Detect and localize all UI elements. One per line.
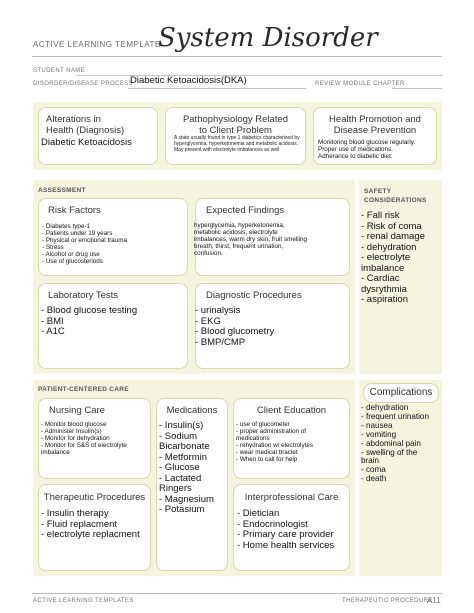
list-item: - vomiting bbox=[361, 429, 397, 439]
list-item: - Fall risk bbox=[361, 210, 400, 221]
list-item: Bicarbonate bbox=[159, 441, 210, 452]
header-divider bbox=[32, 56, 442, 57]
list-item: - Monitor for dehydration bbox=[41, 435, 110, 442]
list-item: brain bbox=[361, 456, 379, 466]
pathophysiology-title-line: to Client Problem bbox=[199, 125, 272, 136]
health-promotion-line: Monitoring blood glucose regularly. bbox=[318, 139, 416, 146]
list-item: - Insulin therapy bbox=[41, 508, 109, 519]
medications-title: Medications bbox=[166, 405, 218, 416]
list-item: - Endocrinologist bbox=[237, 518, 308, 530]
list-item: imbalance bbox=[41, 449, 70, 456]
list-item: - Primary care provider bbox=[237, 529, 334, 540]
list-item: - Cardiac bbox=[361, 273, 400, 284]
list-item: - proper administration of bbox=[236, 428, 306, 435]
pathophysiology-title bbox=[166, 114, 305, 136]
list-item: medications bbox=[236, 435, 270, 442]
safety-label bbox=[364, 187, 427, 205]
diagnostic-procedures-list bbox=[195, 306, 274, 348]
interprofessional-care-card bbox=[233, 484, 350, 571]
risk-factors-list bbox=[42, 223, 127, 265]
expected-findings-line: metabolic acidosis, electrolyte bbox=[194, 229, 278, 236]
nursing-care-card bbox=[38, 398, 151, 479]
list-item: - electrolyte bbox=[361, 252, 411, 263]
health-promotion-title-line: Health Promotion and bbox=[329, 114, 421, 125]
complications-title: Complications bbox=[369, 387, 433, 398]
safety-label-line: CONSIDERATIONS bbox=[364, 197, 427, 204]
list-item: - renal damage bbox=[361, 231, 425, 242]
list-item: - A1C bbox=[41, 326, 65, 337]
expected-findings-line: confusion. bbox=[194, 250, 223, 257]
medications-card bbox=[156, 398, 228, 571]
list-item: - Risk of coma bbox=[361, 220, 422, 232]
alterations-title-line: Alterations in bbox=[46, 114, 101, 125]
health-promotion-title-line: Disease Prevention bbox=[333, 125, 417, 136]
laboratory-tests-title: Laboratory Tests bbox=[48, 290, 119, 301]
list-item: - Blood glucose testing bbox=[41, 305, 138, 316]
list-item: - Magnesium bbox=[159, 493, 214, 505]
list-item: - Stress bbox=[42, 244, 64, 251]
list-item: - Insulin(s) bbox=[159, 420, 204, 431]
review-chapter-field[interactable] bbox=[392, 88, 442, 89]
list-item: dysrythmia bbox=[361, 283, 407, 295]
list-item: - death bbox=[361, 474, 387, 484]
client-education-list bbox=[236, 421, 313, 463]
patient-care-label: PATIENT-CENTERED CARE bbox=[38, 386, 129, 393]
list-item: - swelling of the bbox=[361, 447, 418, 457]
nursing-care-title: Nursing Care bbox=[49, 405, 105, 416]
list-item: - coma bbox=[361, 465, 386, 475]
disorder-field-line bbox=[128, 88, 306, 89]
list-item: - wear medical braclet bbox=[236, 449, 298, 456]
complications-header bbox=[363, 383, 439, 403]
client-education-title: Client Education bbox=[256, 405, 327, 416]
list-item: - nausea bbox=[361, 420, 393, 430]
disorder-value[interactable]: Diabetic Ketoacidosis(DKA) bbox=[130, 75, 247, 86]
diagnostic-procedures-title: Diagnostic Procedures bbox=[206, 290, 302, 301]
list-item: - Diabetes type-1 bbox=[42, 223, 90, 230]
list-item: - Metformin bbox=[159, 451, 208, 463]
pathophysiology-title-line: Pathophysiology Related bbox=[182, 114, 289, 125]
footer-left-label: ACTIVE LEARNING TEMPLATES bbox=[33, 598, 134, 604]
list-item: - Home health services bbox=[237, 539, 335, 551]
list-item: - Monitor blood glucose bbox=[41, 421, 107, 428]
alterations-content: Diabetic Ketoacidosis bbox=[41, 137, 132, 148]
list-item: - frequent urination bbox=[361, 411, 429, 421]
list-item: - Monitor for S&S of electrolyte bbox=[41, 442, 127, 449]
list-item: - BMP/CMP bbox=[195, 336, 246, 348]
health-promotion-card bbox=[313, 107, 437, 165]
list-item: - use of glucometer bbox=[236, 421, 290, 428]
interprofessional-care-list bbox=[237, 509, 334, 551]
list-item: - When to call for help bbox=[236, 456, 298, 463]
list-item: - electrolyte replacment bbox=[41, 529, 140, 540]
risk-factors-title: Risk Factors bbox=[48, 205, 101, 216]
laboratory-tests-list bbox=[41, 306, 137, 338]
list-item: - urinalysis bbox=[195, 305, 241, 316]
pathophysiology-card bbox=[165, 107, 306, 165]
list-item: - Sodium bbox=[159, 430, 198, 442]
template-label: ACTIVE LEARNING TEMPLATE: bbox=[33, 40, 164, 49]
list-item: - Potasium bbox=[159, 504, 205, 515]
health-promotion-content bbox=[318, 139, 415, 160]
list-item: - Fluid replacment bbox=[41, 518, 118, 530]
diagnostic-procedures-card bbox=[195, 283, 350, 369]
footer-right-label: THERAPEUTIC PROCEDURE bbox=[342, 598, 433, 604]
laboratory-tests-card bbox=[38, 283, 188, 369]
complications-list bbox=[361, 404, 429, 484]
footer-code: A11 bbox=[427, 596, 441, 605]
expected-findings-title: Expected Findings bbox=[206, 205, 285, 216]
list-item: imbalance bbox=[361, 262, 405, 274]
footer-divider bbox=[32, 593, 442, 594]
therapeutic-procedures-card bbox=[38, 484, 151, 571]
list-item: Ringers bbox=[159, 483, 192, 494]
list-item: - BMI bbox=[41, 315, 64, 327]
list-item: - rehydration w/ electrolytes bbox=[236, 442, 313, 449]
list-item: - Physical or emotional trauma bbox=[42, 237, 128, 244]
expected-findings-line: imbalances, warm dry skin, fruit smelling bbox=[194, 236, 308, 243]
list-item: - Use of glucosteriods bbox=[42, 258, 103, 265]
safety-label-line: SAFETY bbox=[364, 188, 392, 195]
review-chapter-label: REVIEW MODULE CHAPTER bbox=[315, 81, 405, 87]
medications-list bbox=[159, 421, 214, 516]
therapeutic-procedures-title: Therapeutic Procedures bbox=[43, 492, 146, 503]
expected-findings-line: hyperglycemia, hyperketonemia, bbox=[194, 222, 285, 229]
list-item: - Blood glucometry bbox=[195, 326, 275, 337]
client-education-card bbox=[233, 398, 350, 479]
alterations-title-line: Health (Diagnosis) bbox=[46, 125, 125, 136]
list-item: - dehydration bbox=[361, 241, 417, 253]
assessment-label: ASSESSMENT bbox=[38, 187, 86, 194]
interprofessional-care-title: Interprofessional Care bbox=[244, 492, 339, 503]
list-item: - dehydration bbox=[361, 403, 409, 412]
health-promotion-line: Adherance to diabetic diet. bbox=[318, 153, 393, 160]
list-item: - Administer Insulin(s) bbox=[41, 428, 102, 435]
expected-findings-text bbox=[194, 222, 307, 257]
disorder-label: DISORDER/DISEASE PROCESS bbox=[33, 81, 133, 87]
list-item: - abdominal pain bbox=[361, 438, 421, 448]
health-promotion-line: Proper use of medications. bbox=[318, 146, 393, 153]
page-title: System Disorder bbox=[158, 23, 378, 53]
safety-list bbox=[361, 211, 425, 306]
pathophysiology-line: A state usually found in type 1 diabetics characterized by bbox=[174, 135, 300, 141]
list-item: - aspiration bbox=[361, 294, 408, 305]
list-item: - Dietician bbox=[237, 508, 280, 519]
health-promotion-title bbox=[314, 114, 436, 136]
risk-factors-card bbox=[38, 198, 188, 276]
list-item: - Glucose bbox=[159, 462, 200, 473]
list-item: - Alcohol or drug use bbox=[42, 251, 100, 258]
pathophysiology-line: hyperglycemia, hyperketonemia and metabolic acidosis. bbox=[174, 140, 298, 147]
alterations-title bbox=[46, 114, 124, 136]
list-item: - Patients under 19 years bbox=[42, 230, 113, 237]
pathophysiology-line: May present with electrolyte imbalances as well bbox=[174, 146, 280, 153]
nursing-care-list bbox=[41, 421, 127, 456]
list-item: - Lactated bbox=[159, 472, 202, 484]
therapeutic-procedures-list bbox=[41, 509, 140, 541]
expected-findings-card bbox=[195, 198, 350, 276]
expected-findings-line: breath, thirst, frequent urination, bbox=[194, 243, 284, 250]
list-item: - EKG bbox=[195, 315, 221, 327]
student-name-label: STUDENT NAME bbox=[33, 68, 86, 74]
alterations-card bbox=[38, 107, 158, 165]
pathophysiology-content bbox=[174, 136, 300, 153]
